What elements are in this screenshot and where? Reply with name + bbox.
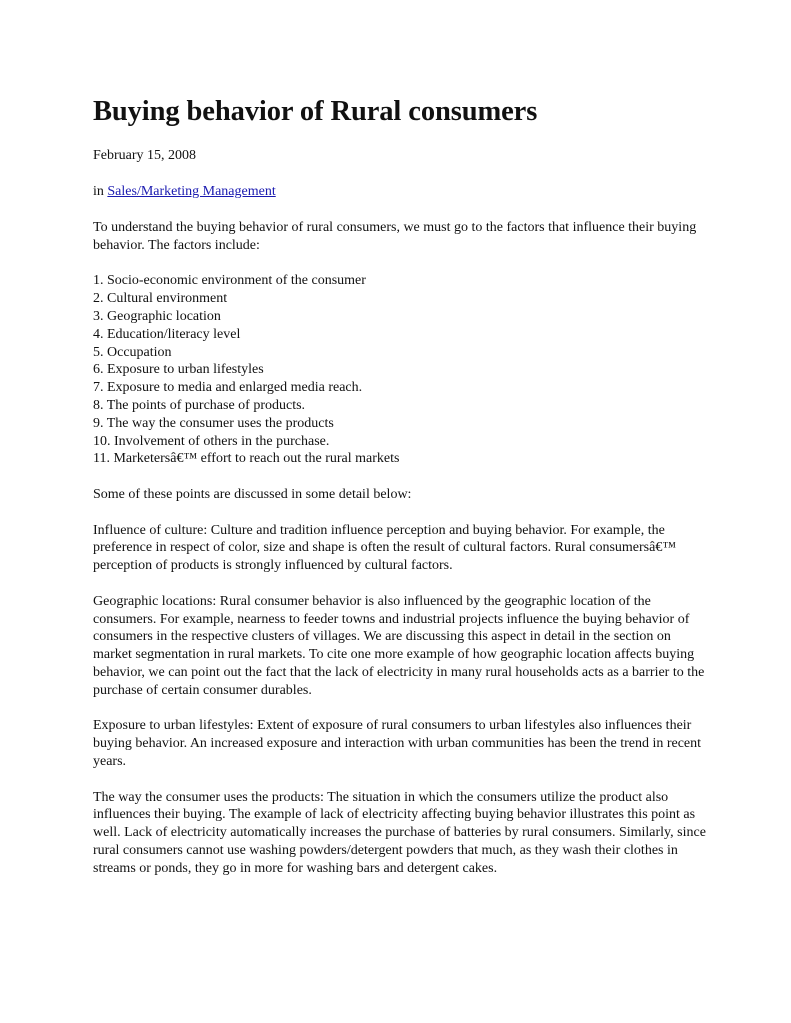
discussion-intro-paragraph: Some of these points are discussed in some detail below: xyxy=(93,486,412,502)
factors-list xyxy=(93,272,708,468)
culture-paragraph: Influence of culture: Culture and tradition influence perception and buying behavior. For example, the preference in respect of color, size and shape is often the result of cultural factors. Rural consumersâ€™ perception of products is strongly influenced by cultural factors. xyxy=(93,522,677,574)
category-prefix: in xyxy=(93,184,104,199)
list-item: 1. Socio-economic environment of the consumer xyxy=(93,273,366,289)
article-category-line xyxy=(93,183,276,201)
urban-lifestyles-paragraph: Exposure to urban lifestyles: Extent of exposure of rural consumers to urban lifestyles also influences their buying behavior. An increased exposure and interaction with urban communities has been the trend in recent years. xyxy=(93,718,702,769)
geographic-paragraph: Geographic locations: Rural consumer behavior is also influenced by the geographic location of the consumers. For example, nearness to feeder towns and industrial projects influence the buying behavior of consumers in the respective clusters of villages. We are discussing this aspect in detail in the section on market segmentation in rural markets. To cite one more example of how geographic location affects buying behavior, we can point out the fact that the lack of electricity in many rural households acts as a barrier to the purchase of certain consumer durables. xyxy=(93,593,705,698)
list-item: 4. Education/literacy level xyxy=(93,326,241,342)
article-date: February 15, 2008 xyxy=(93,148,197,163)
list-item: 9. The way the consumer uses the products xyxy=(93,415,334,431)
product-usage-paragraph: The way the consumer uses the products: The situation in which the consumers utilize the product also influences their buying. The example of lack of electricity affecting buying behavior illustrates this point as well. Lack of electricity automatically increases the purchase of batteries by rural consumers. Similarly, since rural consumers cannot use washing powders/detergent powders that much, as they wash their clothes in streams or ponds, they go in more for washing bars and detergent cakes. xyxy=(93,789,706,876)
list-item: 2. Cultural environment xyxy=(93,291,228,307)
list-item: 7. Exposure to media and enlarged media reach. xyxy=(93,380,363,396)
list-item: 6. Exposure to urban lifestyles xyxy=(93,362,264,378)
article-body xyxy=(93,219,708,895)
list-item: 10. Involvement of others in the purchase. xyxy=(93,433,330,449)
article-title: Buying behavior of Rural consumers xyxy=(93,96,538,127)
intro-paragraph: To understand the buying behavior of rural consumers, we must go to the factors that influence their buying behavior. The factors include: xyxy=(93,220,697,253)
list-item: 8. The points of purchase of products. xyxy=(93,397,306,413)
list-item: 3. Geographic location xyxy=(93,308,221,324)
category-link[interactable]: Sales/Marketing Management xyxy=(107,184,276,199)
list-item: 5. Occupation xyxy=(93,344,172,360)
list-item: 11. Marketersâ€™ effort to reach out the rural markets xyxy=(93,451,400,467)
